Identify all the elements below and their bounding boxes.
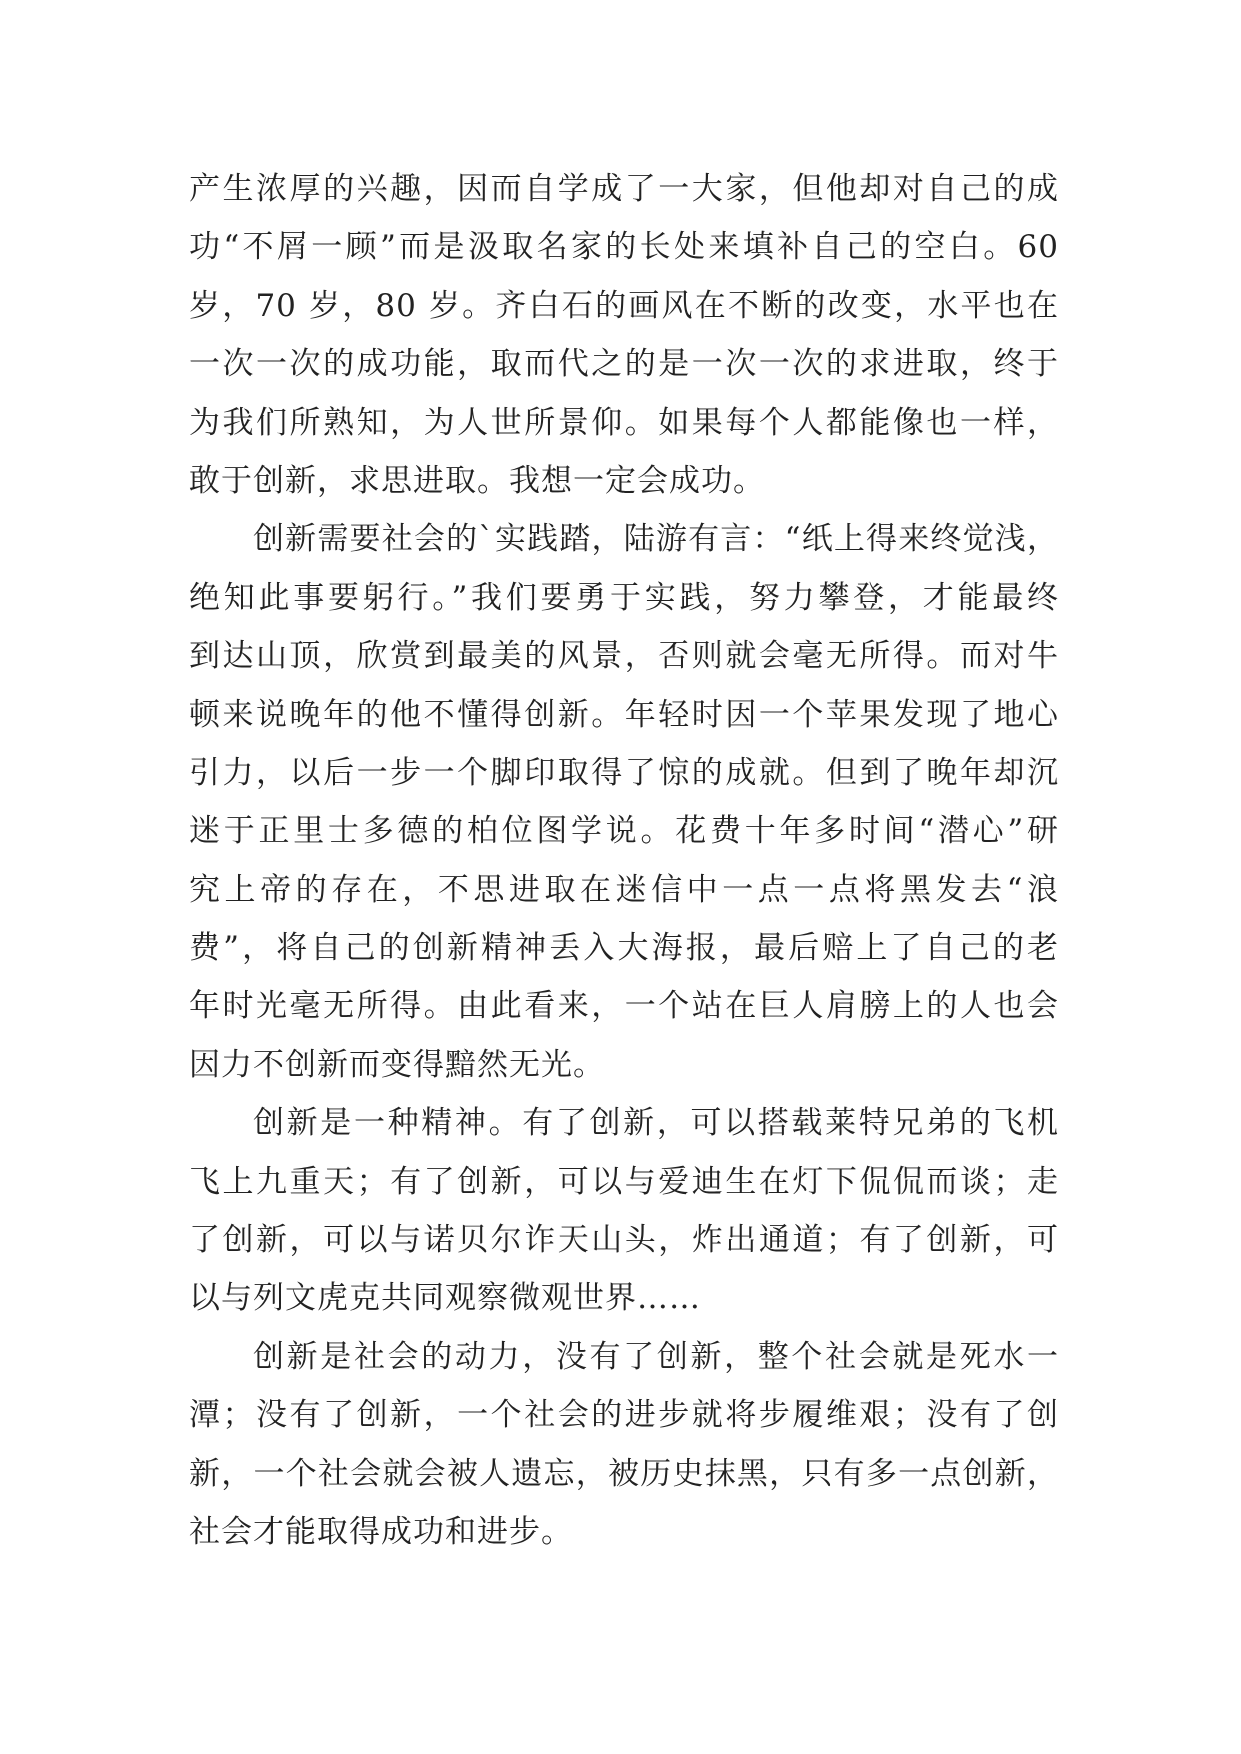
text-line: 以与列文虎克共同观察微观世界…… xyxy=(189,1280,701,1317)
text-line: 创新需要社会的`实践踏，陆游有言：“纸上得来终觉浅， xyxy=(253,521,1059,558)
text-line: 迷于正里士多德的柏位图学说。花费十年多时间“潜心”研 xyxy=(189,813,1059,850)
document-body xyxy=(189,160,1059,1561)
paragraph-4 xyxy=(189,1328,1059,1562)
text-line: 社会才能取得成功和进步。 xyxy=(189,1513,573,1550)
text-line: 产生浓厚的兴趣，因而自学成了一大家，但他却对自己的成 xyxy=(189,171,1059,207)
text-line: 敢于创新，求思进取。我想一定会成功。 xyxy=(189,462,765,499)
text-line: 到达山顶，欣赏到最美的风景，否则就会毫无所得。而对牛 xyxy=(189,638,1059,675)
text-line: 费”，将自己的创新精神丢入大海报，最后赔上了自己的老 xyxy=(189,930,1059,967)
text-line: 飞上九重天；有了创新，可以与爱迪生在灯下侃侃而谈；走 xyxy=(189,1163,1059,1200)
text-line: 了创新，可以与诺贝尔诈天山头，炸出通道；有了创新，可 xyxy=(189,1222,1059,1259)
text-line: 引力，以后一步一个脚印取得了惊的成就。但到了晚年却沉 xyxy=(189,754,1059,791)
text-line: 绝知此事要躬行。”我们要勇于实践，努力攀登，才能最终 xyxy=(189,579,1059,616)
text-line: 岁，70 岁，80 岁。齐白石的画风在不断的改变，水平也在 xyxy=(189,287,1059,324)
text-line: 因力不创新而变得黯然无光。 xyxy=(189,1046,605,1083)
text-line: 年时光毫无所得。由此看来，一个站在巨人肩膀上的人也会 xyxy=(189,988,1059,1025)
paragraph-1 xyxy=(189,160,1059,510)
text-line: 一次一次的成功能，取而代之的是一次一次的求进取，终于 xyxy=(189,346,1059,383)
text-line: 究上帝的存在，不思进取在迷信中一点一点将黑发去“浪 xyxy=(189,871,1059,908)
text-line: 潭；没有了创新，一个社会的进步就将步履维艰；没有了创 xyxy=(189,1397,1059,1434)
text-line: 顿来说晚年的他不懂得创新。年轻时因一个苹果发现了地心 xyxy=(189,696,1059,733)
text-line: 创新是社会的动力，没有了创新，整个社会就是死水一 xyxy=(253,1338,1059,1375)
text-line: 功“不屑一顾”而是汲取名家的长处来填补自己的空白。60 xyxy=(189,229,1059,266)
text-line: 新，一个社会就会被人遗忘，被历史抹黑，只有多一点创新， xyxy=(189,1455,1059,1492)
text-line: 创新是一种精神。有了创新，可以搭载莱特兄弟的飞机 xyxy=(253,1105,1059,1142)
paragraph-2 xyxy=(189,510,1059,1094)
text-line: 为我们所熟知，为人世所景仰。如果每个人都能像也一样， xyxy=(189,404,1059,441)
paragraph-3 xyxy=(189,1094,1059,1328)
